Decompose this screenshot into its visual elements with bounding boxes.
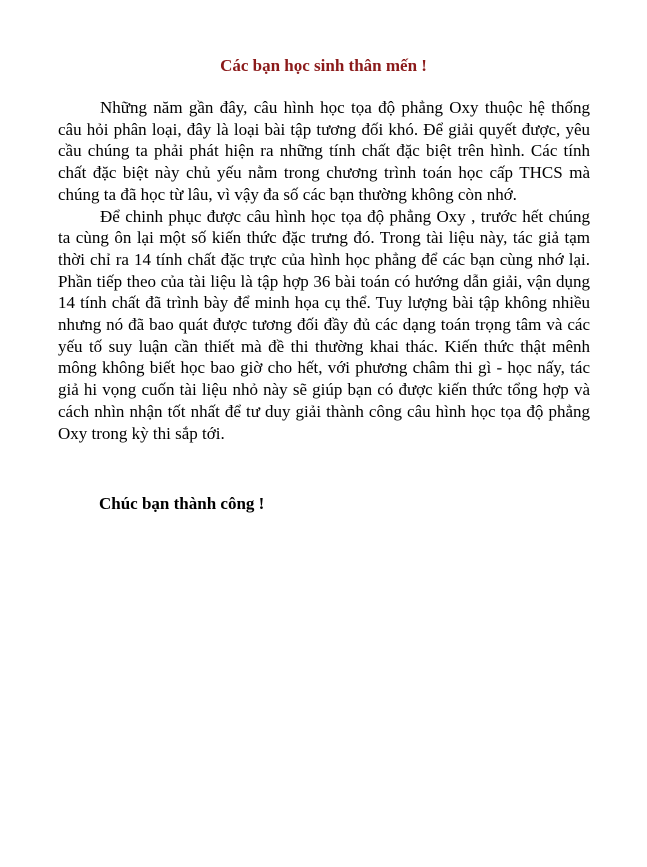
document-body [58,97,590,444]
closing-line: Chúc bạn thành công ! [99,494,265,513]
content-paragraph: Để chinh phục được câu hình học tọa độ phẳng Oxy , trước hết chúng ta cùng ôn lại một số kiến thức đặc trưng đó. Trong tài liệu này, tác giả tạm thời chỉ ra 14 tính chất đặc trực của hình học phẳng để các bạn cùng nhớ lại. Phần tiếp theo của tài liệu là tập hợp 36 bài toán có hướng dẫn giải, vận dụng 14 tính chất đã trình bày để minh họa cụ thể. Tuy lượng bài tập không nhiều nhưng nó đã bao quát được tương đối đầy đủ các dạng toán trọng tâm và các yếu tố suy luận cần thiết mà đề thi thường khai thác. Kiến thức thật mênh mông không biết học bao giờ cho hết, với phương châm thi gì - học nấy, tác giả hi vọng cuốn tài liệu nhỏ này sẽ giúp bạn có được kiến thức tổng hợp và cách nhìn nhận tốt nhất để tư duy giải thành công câu hình học tọa độ phẳng Oxy trong kỳ thi sắp tới. [58,206,590,443]
intro-paragraph: Những năm gần đây, câu hình học tọa độ phẳng Oxy thuộc hệ thống câu hỏi phân loại, đây là loại bài tập tương đối khó. Để giải quyết được, yêu cầu chúng ta phải phát hiện ra những tính chất đặc biệt trên hình. Các tính chất đặc biệt này chủ yếu nằm trong chương trình toán học cấp THCS mà chúng ta đã học từ lâu, vì vậy đa số các bạn thường không còn nhớ. [58,98,590,204]
document-title: Các bạn học sinh thân mến ! [220,56,427,75]
